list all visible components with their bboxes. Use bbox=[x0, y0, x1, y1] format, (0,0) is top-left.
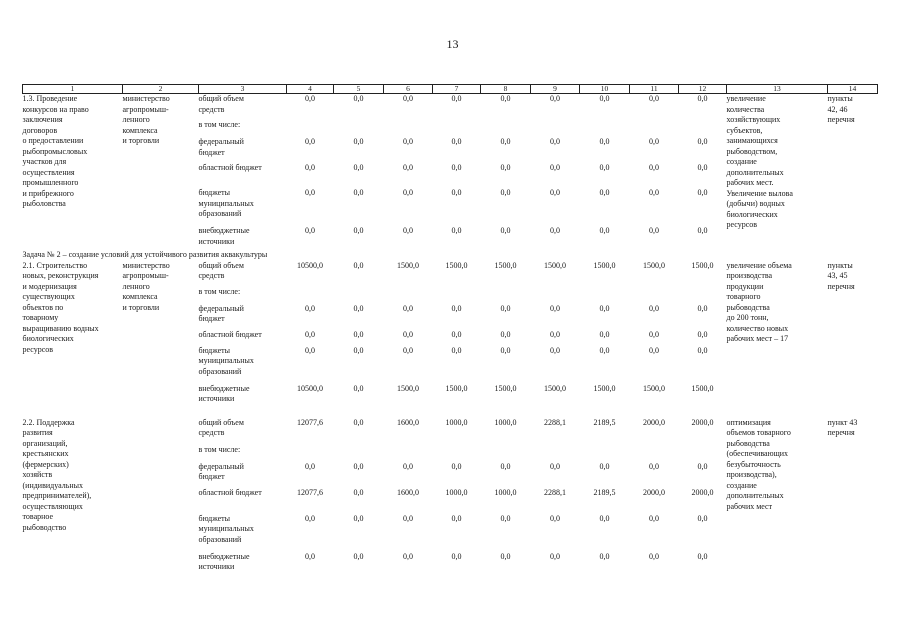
expected-result-cell bbox=[727, 261, 828, 410]
amount-value bbox=[287, 120, 334, 137]
funding-source-label: бюджеты муниципальных образований bbox=[198, 513, 254, 544]
amount-value: 2288,1 bbox=[544, 487, 566, 497]
amount-value bbox=[334, 287, 384, 304]
amount-value: 0,0 bbox=[403, 226, 413, 235]
amount-value: 0,0 bbox=[500, 461, 511, 471]
reference-text: пункты 42, 46 перечня bbox=[827, 94, 855, 124]
amount-column-cell bbox=[630, 418, 679, 580]
amount-value: 0,0 bbox=[500, 303, 511, 313]
amount-value: 0,0 bbox=[353, 303, 364, 313]
column-number: 9 bbox=[531, 85, 580, 94]
reference-text: пункт 43 перечня bbox=[827, 417, 858, 437]
amount-value: 0,0 bbox=[305, 226, 315, 235]
amount-column-cell bbox=[580, 261, 630, 410]
amount-value: 0,0 bbox=[550, 345, 560, 355]
amount-value: 0,0 bbox=[305, 551, 315, 561]
executor-cell bbox=[123, 261, 199, 410]
section-spacer bbox=[23, 410, 878, 418]
amount-value: 0,0 bbox=[697, 513, 708, 523]
measure-name: 2.1. Строительство новых, реконструкция и модернизация существующих объектов по товарному выращиванию водных биологических ресурсов bbox=[22, 260, 99, 354]
amount-value bbox=[384, 445, 433, 462]
amount-value: 0,0 bbox=[403, 345, 413, 355]
column-number: 1 bbox=[23, 85, 123, 94]
amount-column-cell bbox=[679, 94, 727, 251]
amount-value bbox=[679, 120, 727, 137]
amount-value: 0,0 bbox=[550, 188, 560, 197]
column-number-row bbox=[23, 85, 878, 94]
amount-value: 12077,6 bbox=[297, 417, 323, 427]
amount-value: 1600,0 bbox=[397, 487, 419, 497]
amount-value: 0,0 bbox=[697, 188, 708, 197]
table-body bbox=[23, 94, 878, 580]
funding-source-label: в том числе: bbox=[198, 120, 241, 129]
funding-source-label: областной бюджет bbox=[198, 163, 262, 172]
measure-row bbox=[23, 94, 878, 251]
amount-value: 10500,0 bbox=[297, 260, 323, 270]
amount-value: 0,0 bbox=[305, 513, 315, 523]
expected-result: оптимизация объемов товарного рыбоводства (обеспечивающих безубыточность производства), создание дополнительных рабочих мест bbox=[726, 417, 791, 511]
measure-name: 1.3. Проведение конкурсов на право заключения договоров о предоставлении рыбопромысловых участков для осуществления промышленного и прибрежного рыболовства bbox=[22, 94, 89, 208]
amount-value: 0,0 bbox=[451, 551, 462, 561]
amount-value: 0,0 bbox=[500, 137, 511, 146]
amount-column-cell bbox=[384, 94, 433, 251]
measure-row bbox=[23, 261, 878, 410]
amount-value: 0,0 bbox=[451, 513, 462, 523]
amount-value: 0,0 bbox=[451, 188, 462, 197]
amount-value: 0,0 bbox=[451, 345, 462, 355]
column-number: 10 bbox=[580, 85, 630, 94]
task-heading-row bbox=[23, 250, 878, 261]
amount-column-cell bbox=[630, 94, 679, 251]
amount-column-cell bbox=[630, 261, 679, 410]
amount-column-cell bbox=[481, 94, 531, 251]
amount-value: 0,0 bbox=[500, 188, 511, 197]
amount-value: 0,0 bbox=[599, 551, 610, 561]
amount-value bbox=[630, 445, 679, 462]
amount-value: 2288,1 bbox=[544, 417, 566, 427]
amount-value: 1000,0 bbox=[445, 487, 468, 497]
reference-cell bbox=[828, 418, 878, 580]
funding-source-label: общий объем средств bbox=[198, 417, 244, 437]
amount-value bbox=[481, 445, 531, 462]
amount-value: 2189,5 bbox=[593, 487, 616, 497]
executor-name: министерство агропромыш- ленного комплекса и торговли bbox=[122, 260, 170, 312]
amount-value: 1500,0 bbox=[691, 260, 714, 270]
amount-value: 0,0 bbox=[500, 226, 511, 235]
amount-value bbox=[433, 287, 481, 304]
amount-column-cell bbox=[334, 261, 384, 410]
amount-value: 2000,0 bbox=[643, 417, 665, 427]
funding-sources-cell bbox=[199, 94, 287, 251]
amount-column-cell bbox=[334, 418, 384, 580]
amount-value: 12077,6 bbox=[297, 487, 323, 497]
funding-source-label: областной бюджет bbox=[198, 329, 262, 339]
funding-sources-cell bbox=[199, 261, 287, 410]
amount-column-cell bbox=[481, 261, 531, 410]
amount-value: 0,0 bbox=[353, 260, 364, 270]
amount-value: 0,0 bbox=[500, 551, 511, 561]
amount-value: 0,0 bbox=[353, 94, 364, 103]
amount-value: 0,0 bbox=[305, 188, 315, 197]
amount-value bbox=[679, 287, 727, 304]
amount-value: 0,0 bbox=[550, 137, 560, 146]
amount-value: 0,0 bbox=[649, 137, 659, 146]
amount-column-cell bbox=[287, 261, 334, 410]
amount-column-cell bbox=[433, 261, 481, 410]
amount-value bbox=[580, 120, 630, 137]
amount-value: 10500,0 bbox=[297, 383, 323, 393]
amount-value: 1000,0 bbox=[494, 417, 517, 427]
amount-value: 0,0 bbox=[353, 383, 364, 393]
amount-value: 1500,0 bbox=[494, 260, 517, 270]
amount-value: 0,0 bbox=[550, 461, 560, 471]
funding-source-label: внебюджетные источники bbox=[198, 551, 250, 571]
amount-value: 0,0 bbox=[649, 329, 659, 339]
amount-value: 0,0 bbox=[305, 329, 315, 339]
amount-value: 0,0 bbox=[305, 303, 315, 313]
amount-value: 1500,0 bbox=[544, 260, 566, 270]
amount-value: 0,0 bbox=[550, 94, 560, 103]
amount-column-cell bbox=[679, 261, 727, 410]
reference-text: пункты 43, 45 перечня bbox=[827, 260, 855, 291]
funding-source-label: общий объем средств bbox=[198, 94, 244, 114]
amount-value bbox=[334, 120, 384, 137]
amount-value: 0,0 bbox=[451, 461, 462, 471]
amount-value bbox=[580, 445, 630, 462]
amount-value: 1500,0 bbox=[643, 260, 665, 270]
column-number: 14 bbox=[828, 85, 878, 94]
amount-value: 0,0 bbox=[403, 513, 413, 523]
amount-value: 0,0 bbox=[353, 329, 364, 339]
amount-value: 0,0 bbox=[599, 137, 610, 146]
spacer-cell bbox=[23, 410, 878, 418]
amount-value: 0,0 bbox=[305, 137, 315, 146]
amount-value: 0,0 bbox=[500, 513, 511, 523]
amount-column-cell bbox=[287, 418, 334, 580]
measure-name: 2.2. Поддержка развития организаций, крестьянских (фермерских) хозяйств (индивидуальных предпринимателей), осуществляющих товарное рыбоводство bbox=[22, 417, 92, 532]
amount-value: 1500,0 bbox=[445, 383, 468, 393]
amount-value: 0,0 bbox=[353, 345, 364, 355]
amount-value: 0,0 bbox=[599, 461, 610, 471]
amount-value: 0,0 bbox=[550, 163, 560, 172]
amount-value: 0,0 bbox=[353, 137, 364, 146]
amount-value: 0,0 bbox=[403, 94, 413, 103]
amount-value: 0,0 bbox=[599, 226, 610, 235]
amount-value bbox=[481, 120, 531, 137]
amount-column-cell bbox=[433, 418, 481, 580]
amount-value: 0,0 bbox=[305, 163, 315, 172]
amount-value: 0,0 bbox=[403, 163, 413, 172]
amount-value: 0,0 bbox=[353, 226, 364, 235]
amount-value: 1500,0 bbox=[691, 383, 714, 393]
amount-value: 0,0 bbox=[550, 329, 560, 339]
amount-value: 2000,0 bbox=[691, 487, 714, 497]
amount-value: 0,0 bbox=[305, 94, 315, 103]
amount-value: 0,0 bbox=[353, 461, 364, 471]
column-number: 11 bbox=[630, 85, 679, 94]
amount-value: 0,0 bbox=[550, 303, 560, 313]
amount-value bbox=[630, 287, 679, 304]
measure-name-cell bbox=[23, 418, 123, 580]
column-number: 5 bbox=[334, 85, 384, 94]
amount-value: 0,0 bbox=[403, 137, 413, 146]
amount-value: 0,0 bbox=[451, 137, 462, 146]
amount-value: 0,0 bbox=[599, 163, 610, 172]
amount-value: 0,0 bbox=[451, 226, 462, 235]
amount-value: 0,0 bbox=[403, 551, 413, 561]
amount-value: 0,0 bbox=[599, 94, 610, 103]
amount-value: 0,0 bbox=[451, 303, 462, 313]
amount-value: 0,0 bbox=[649, 551, 659, 561]
amount-value bbox=[287, 445, 334, 462]
expected-result: увеличение количества хозяйствующих субъектов, занимающихся рыбоводством, создание дополнительных рабочих мест. Увеличение вылова (добычи) водных биологических ресурсов bbox=[726, 94, 793, 229]
amount-value: 0,0 bbox=[599, 188, 610, 197]
amount-column-cell bbox=[384, 418, 433, 580]
column-number: 7 bbox=[433, 85, 481, 94]
amount-value: 0,0 bbox=[353, 417, 364, 427]
amount-value: 0,0 bbox=[697, 163, 708, 172]
amount-value: 0,0 bbox=[353, 188, 364, 197]
amount-value: 0,0 bbox=[649, 163, 659, 172]
amount-value: 0,0 bbox=[451, 329, 462, 339]
funding-source-label: областной бюджет bbox=[198, 487, 262, 497]
amount-value: 0,0 bbox=[550, 226, 560, 235]
page-number: 13 bbox=[446, 37, 459, 51]
amount-column-cell bbox=[287, 94, 334, 251]
amount-value: 0,0 bbox=[697, 303, 708, 313]
funding-source-label: общий объем средств bbox=[198, 260, 244, 280]
amount-value bbox=[679, 445, 727, 462]
amount-value bbox=[531, 287, 580, 304]
amount-value bbox=[580, 287, 630, 304]
amount-value: 1600,0 bbox=[397, 417, 419, 427]
funding-source-label: внебюджетные источники bbox=[198, 383, 250, 403]
amount-value bbox=[531, 445, 580, 462]
amount-value: 0,0 bbox=[403, 461, 413, 471]
amount-column-cell bbox=[580, 418, 630, 580]
measure-row bbox=[23, 418, 878, 580]
amount-value: 0,0 bbox=[599, 329, 610, 339]
amount-value: 0,0 bbox=[649, 94, 659, 103]
amount-value bbox=[384, 287, 433, 304]
amount-value: 0,0 bbox=[697, 94, 708, 103]
amount-column-cell bbox=[580, 94, 630, 251]
amount-value bbox=[287, 287, 334, 304]
funding-source-label: в том числе: bbox=[198, 286, 241, 296]
amount-value: 0,0 bbox=[649, 188, 659, 197]
funding-source-label: федеральный бюджет bbox=[198, 303, 244, 323]
funding-source-label: федеральный бюджет bbox=[198, 137, 244, 157]
amount-column-cell bbox=[531, 418, 580, 580]
amount-column-cell bbox=[433, 94, 481, 251]
amount-value: 0,0 bbox=[697, 329, 708, 339]
amount-column-cell bbox=[384, 261, 433, 410]
amount-value: 0,0 bbox=[353, 551, 364, 561]
amount-value: 0,0 bbox=[403, 329, 413, 339]
amount-value: 1500,0 bbox=[494, 383, 517, 393]
column-number: 8 bbox=[481, 85, 531, 94]
amount-value: 0,0 bbox=[353, 487, 364, 497]
amount-column-cell bbox=[334, 94, 384, 251]
amount-value: 1500,0 bbox=[544, 383, 566, 393]
amount-value: 0,0 bbox=[697, 345, 708, 355]
funding-source-label: внебюджетные источники bbox=[198, 226, 250, 246]
reference-cell bbox=[828, 94, 878, 251]
program-table bbox=[22, 84, 878, 580]
amount-value bbox=[531, 120, 580, 137]
amount-value: 0,0 bbox=[697, 226, 708, 235]
amount-value: 0,0 bbox=[353, 513, 364, 523]
amount-value bbox=[334, 445, 384, 462]
amount-value: 0,0 bbox=[403, 303, 413, 313]
executor-cell bbox=[123, 94, 199, 251]
funding-source-label: федеральный бюджет bbox=[198, 461, 244, 481]
amount-value: 2000,0 bbox=[691, 417, 714, 427]
funding-sources-cell bbox=[199, 418, 287, 580]
column-number: 12 bbox=[679, 85, 727, 94]
amount-value: 0,0 bbox=[649, 513, 659, 523]
amount-value: 2189,5 bbox=[593, 417, 616, 427]
amount-value: 0,0 bbox=[451, 163, 462, 172]
amount-value bbox=[384, 120, 433, 137]
amount-value bbox=[630, 120, 679, 137]
funding-source-label: бюджеты муниципальных образований bbox=[198, 345, 254, 376]
amount-value: 0,0 bbox=[500, 329, 511, 339]
measure-name-cell bbox=[23, 94, 123, 251]
amount-value: 1500,0 bbox=[397, 260, 419, 270]
amount-value: 0,0 bbox=[500, 345, 511, 355]
amount-value bbox=[433, 120, 481, 137]
amount-value bbox=[481, 287, 531, 304]
expected-result-cell bbox=[727, 94, 828, 251]
measure-name-cell bbox=[23, 261, 123, 410]
amount-value: 0,0 bbox=[305, 345, 315, 355]
amount-value: 0,0 bbox=[697, 461, 708, 471]
column-number: 3 bbox=[199, 85, 287, 94]
amount-value: 0,0 bbox=[649, 303, 659, 313]
amount-value: 0,0 bbox=[550, 513, 560, 523]
amount-column-cell bbox=[531, 261, 580, 410]
column-number: 6 bbox=[384, 85, 433, 94]
amount-value: 0,0 bbox=[353, 163, 364, 172]
expected-result-cell bbox=[727, 418, 828, 580]
amount-value: 0,0 bbox=[500, 94, 511, 103]
amount-column-cell bbox=[679, 418, 727, 580]
task-heading: Задача № 2 – создание условий для устойчивого развития аквакультуры bbox=[22, 250, 268, 259]
amount-value: 0,0 bbox=[649, 226, 659, 235]
amount-column-cell bbox=[481, 418, 531, 580]
amount-value: 0,0 bbox=[599, 513, 610, 523]
amount-value: 1500,0 bbox=[397, 383, 419, 393]
amount-value: 0,0 bbox=[599, 303, 610, 313]
executor-cell bbox=[123, 418, 199, 580]
amount-value: 1500,0 bbox=[643, 383, 665, 393]
amount-value: 1000,0 bbox=[494, 487, 517, 497]
executor-name: министерство агропромыш- ленного комплекса и торговли bbox=[122, 94, 170, 145]
amount-value: 0,0 bbox=[305, 461, 315, 471]
amount-value: 0,0 bbox=[649, 461, 659, 471]
amount-value: 0,0 bbox=[697, 551, 708, 561]
amount-column-cell bbox=[531, 94, 580, 251]
amount-value: 0,0 bbox=[599, 345, 610, 355]
amount-value: 0,0 bbox=[500, 163, 511, 172]
amount-value: 2000,0 bbox=[643, 487, 665, 497]
funding-source-label: бюджеты муниципальных образований bbox=[198, 188, 254, 218]
amount-value: 0,0 bbox=[550, 551, 560, 561]
amount-value bbox=[433, 445, 481, 462]
amount-value: 1500,0 bbox=[593, 383, 616, 393]
amount-value: 1500,0 bbox=[445, 260, 468, 270]
column-number: 2 bbox=[123, 85, 199, 94]
amount-value: 1500,0 bbox=[593, 260, 616, 270]
reference-cell bbox=[828, 261, 878, 410]
funding-source-label: в том числе: bbox=[198, 444, 241, 454]
amount-value: 0,0 bbox=[403, 188, 413, 197]
amount-value: 0,0 bbox=[451, 94, 462, 103]
amount-value: 0,0 bbox=[697, 137, 708, 146]
column-number: 4 bbox=[287, 85, 334, 94]
expected-result: увеличение объема производства продукции товарного рыбоводства до 200 тонн, количество новых рабочих мест – 17 bbox=[726, 260, 792, 343]
column-number: 13 bbox=[727, 85, 828, 94]
amount-value: 1000,0 bbox=[445, 417, 468, 427]
amount-value: 0,0 bbox=[649, 345, 659, 355]
